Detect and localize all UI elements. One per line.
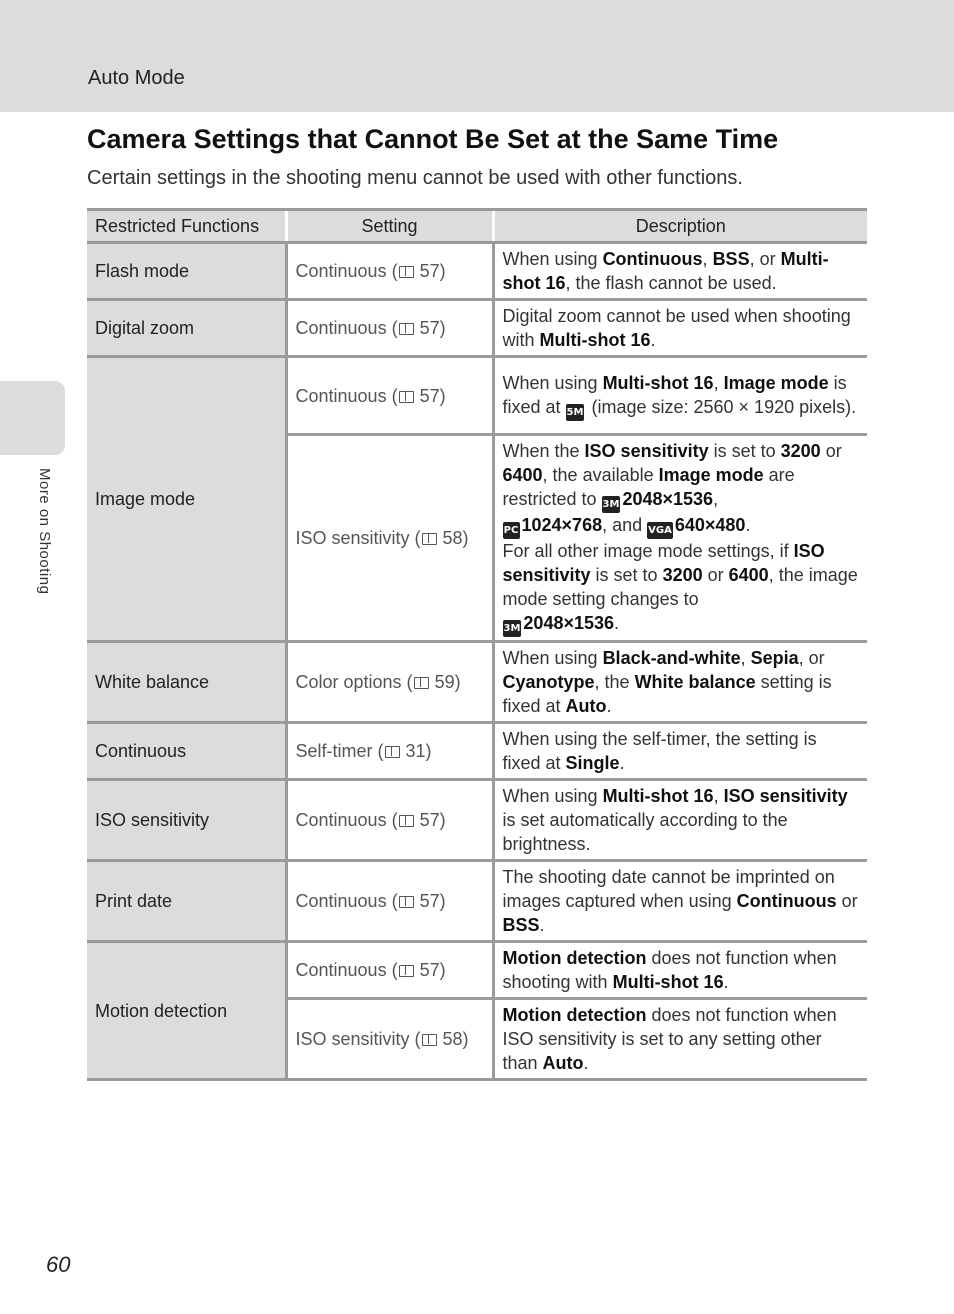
setting-cell: Continuous ( 57) <box>286 357 493 435</box>
description-cell: When using Multi-shot 16, Image mode is fixed at 5M (image size: 2560 × 1920 pixels). <box>493 357 867 435</box>
description-cell: When the ISO sensitivity is set to 3200 or 6400, the available Image mode are restricted to 3M 2048×1536, PC 1024×768, and VGA 640×480. For all other image mode settings, if ISO sensitivity is set to 3200 or 6400, the image mode setting changes to 3M 2048×1536. <box>493 435 867 642</box>
setting-cell: Continuous ( 57) <box>286 861 493 942</box>
setting-cell: Continuous ( 57) <box>286 300 493 357</box>
setting-cell: Continuous ( 57) <box>286 942 493 999</box>
description-cell: Motion detection does not function when shooting with Multi-shot 16. <box>493 942 867 999</box>
function-iso-sensitivity: ISO sensitivity <box>87 780 286 861</box>
book-reference-icon <box>399 266 414 278</box>
setting-cell: ISO sensitivity ( 58) <box>286 999 493 1080</box>
book-reference-icon <box>399 815 414 827</box>
setting-cell: Color options ( 59) <box>286 642 493 723</box>
book-reference-icon <box>422 533 437 545</box>
table-row <box>87 942 867 999</box>
book-reference-icon <box>399 965 414 977</box>
function-white-balance: White balance <box>87 642 286 723</box>
book-reference-icon <box>414 677 429 689</box>
book-reference-icon <box>385 746 400 758</box>
book-reference-icon <box>422 1034 437 1046</box>
function-image-mode: Image mode <box>87 357 286 642</box>
column-header-setting: Setting <box>286 210 493 243</box>
image-size-5m-icon: 5M <box>566 404 585 421</box>
image-size-pc-icon: PC <box>503 522 520 539</box>
table-header-row <box>87 210 867 243</box>
function-digital-zoom: Digital zoom <box>87 300 286 357</box>
setting-cell: Continuous ( 57) <box>286 243 493 300</box>
side-tab-label: More on Shooting <box>36 468 53 595</box>
description-cell: When using Continuous, BSS, or Multi-shot 16, the flash cannot be used. <box>493 243 867 300</box>
page-number: 60 <box>46 1252 71 1277</box>
table-row <box>87 300 867 357</box>
table-row <box>87 243 867 300</box>
book-reference-icon <box>399 391 414 403</box>
description-cell: Motion detection does not function when ISO sensitivity is set to any setting other than Auto. <box>493 999 867 1080</box>
function-print-date: Print date <box>87 861 286 942</box>
function-continuous: Continuous <box>87 723 286 780</box>
function-motion-detection: Motion detection <box>87 942 286 1080</box>
section-title: Auto Mode <box>88 67 185 89</box>
function-flash-mode: Flash mode <box>87 243 286 300</box>
table-row <box>87 723 867 780</box>
book-reference-icon <box>399 323 414 335</box>
image-size-3m-icon: 3M <box>602 496 621 513</box>
page-title: Camera Settings that Cannot Be Set at the Same Time <box>87 124 779 154</box>
description-cell: When using the self-timer, the setting is fixed at Single. <box>493 723 867 780</box>
column-header-restricted-functions: Restricted Functions <box>87 210 286 243</box>
header-band <box>0 0 954 112</box>
description-cell: Digital zoom cannot be used when shooting with Multi-shot 16. <box>493 300 867 357</box>
table-row <box>87 780 867 861</box>
table-row <box>87 861 867 942</box>
setting-cell: Self-timer ( 31) <box>286 723 493 780</box>
table-row <box>87 642 867 723</box>
image-size-3m-icon: 3M <box>503 620 522 637</box>
intro-text: Certain settings in the shooting menu cannot be used with other functions. <box>87 167 743 189</box>
description-cell: When using Black-and-white, Sepia, or Cyanotype, the White balance setting is fixed at Auto. <box>493 642 867 723</box>
book-reference-icon <box>399 896 414 908</box>
description-cell: The shooting date cannot be imprinted on images captured when using Continuous or BSS. <box>493 861 867 942</box>
side-tab <box>0 381 65 455</box>
column-header-description: Description <box>493 210 867 243</box>
table-row <box>87 357 867 435</box>
setting-cell: Continuous ( 57) <box>286 780 493 861</box>
setting-cell: ISO sensitivity ( 58) <box>286 435 493 642</box>
image-size-vga-icon: VGA <box>647 522 673 539</box>
restrictions-table <box>87 208 867 1081</box>
description-cell: When using Multi-shot 16, ISO sensitivity is set automatically according to the brightness. <box>493 780 867 861</box>
